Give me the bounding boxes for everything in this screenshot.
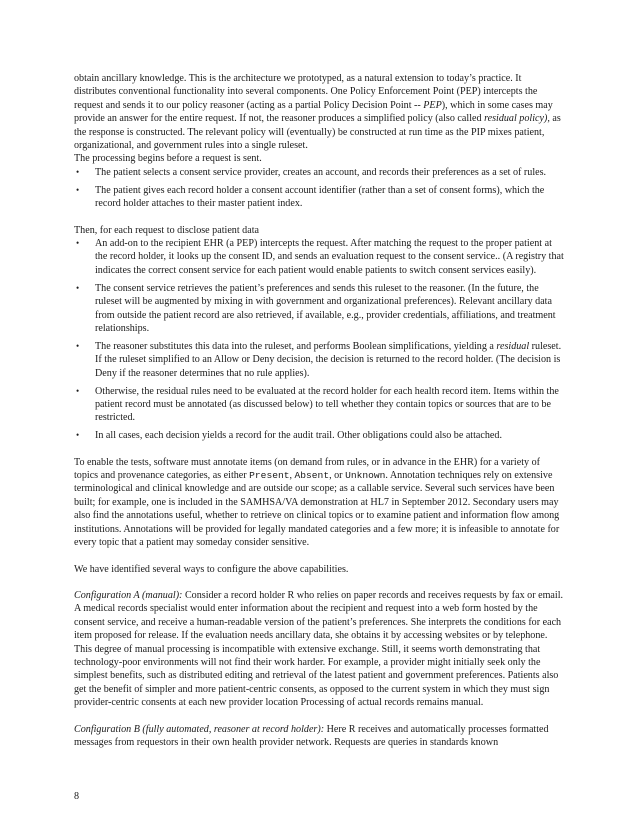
configuration-a-paragraph: Configuration A (manual): Consider a record holder R who relies on paper records and receives requests by fax or email. A medical records specialist would enter information about the recipient and request into a web form hosted by the consent service, and receive a human-readable version of the patient’s preferences. She interprets the conditions for each item proposed for release. If the evaluation needs ancillary data, she obtains it by accessing websites or by telephone. [74,589,564,642]
architecture-paragraph: obtain ancillary knowledge. This is the architecture we prototyped, as a natural extension to today’s practice. It distributes conventional functionality into several components. One Policy Enforcement Point (PEP) intercepts the request and sends it to our policy reasoner (acting as a partial Policy Decision Point -- PEP), which in some cases may provide an answer for the entire request. If not, the reasoner produces a simplified policy (also called residual policy), as the response is constructed. The relevant policy will (eventually) be constructed at run time as the PIP mixes patient, organizational, and government rules into a single ruleset. [74,73,561,152]
present-code: Present [249,470,290,482]
list-item: • An add-on to the recipient EHR (a PEP) intercepts the request. After matching the request to the proper patient at the record holder, it looks up the consent ID, and sends an evaluation request to the consent service.. (A registry that indicates the correct consent service for each patient would enable patients to switch consent services easily). [76,237,564,276]
configuration-intro: We have identified several ways to configure the above capabilities. [74,563,349,575]
manual-processing-paragraph: This degree of manual processing is incompatible with extensive exchange. Still, it seems worth demonstrating that technology-poor environments will not find their work harder. For example, a provider might initially seek only the simplest benefits, such as distributed editing and retrieval of the latest patient and government preferences. Patients also get the benefit of simpler and more patient-centric consents, as opposed to the current system in which they must sign provider-centric consents at each new provider location Processing of actual records remains manual. [74,643,559,709]
list-item: • The patient selects a consent service provider, creates an account, and records their preferences as a set of rules. [76,166,547,178]
list-item: • The reasoner substitutes this data into the ruleset, and performs Boolean simplifications, yielding a residual ruleset. If the ruleset simplified to an Allow or Deny decision, the decision is returned to the record holder. (The decision is Deny if the reasoner determines that no rule applies). [76,340,562,379]
request-steps-list [74,237,564,443]
configuration-b-label: Configuration B (fully automated, reasoner at record holder): [74,723,325,735]
absent-code: Absent [294,470,330,482]
bullet-icon: • [76,340,80,351]
list-item: • The patient gives each record holder a consent account identifier (rather than a set of consent forms), which the record holder attaches to their master patient index. [76,184,545,210]
bullet-icon: • [76,237,80,248]
document-page [74,72,564,749]
residual-term: residual [496,340,530,352]
residual-policy-term: residual policy), [484,113,550,125]
processing-intro: The processing begins before a request is sent. [74,153,262,165]
list-item: • Otherwise, the residual rules need to be evaluated at the record holder for each health record item. Items within the patient record must be annotated (as discussed below) to tell whether they contain topics or sources that are to be restricted. [76,385,559,424]
configuration-a-label: Configuration A (manual): [74,589,183,601]
bullet-icon: • [76,166,80,177]
annotation-paragraph: To enable the tests, software must annotate items (on demand from rules, or in advance in the EHR) for a variety of topics and provenance categories, as either Present, Absent, or Unknown. Annotation techniques rely on extensive terminological and clinical knowledge and are outside our scope; as a callable service. Several such services have been built; for example, one is included in the SAMHSA/VA demonstration at HL7 in September 2012. Secondary users may also find the annotations useful, whether to retrieve on clinical topics or to examine patient and information flow among institutions. Annotations will be provided for legally mandated categories and a few more; it is infeasible to annotate for every topic that a patient may someday consider sensitive. [74,456,560,549]
bullet-icon: • [76,430,80,441]
configuration-b-paragraph: Configuration B (fully automated, reasoner at record holder): Here R receives and automatically processes formatted messages from requestors in their own health provider network. Requests are queries in standards known [74,723,549,748]
list-item: • The consent service retrieves the patient’s preferences and sends this ruleset to the reasoner. (In the future, the ruleset will be augmented by mixing in with government and organizational preferences). Relevant ancillary data from outside the patient record are also retrieved, if available, e.g., provider credentials, affiliations, and treatment relationships. [76,282,556,334]
unknown-code: Unknown [345,470,386,482]
pep-term: PEP [423,99,442,111]
bullet-icon: • [76,385,80,396]
bullet-icon: • [76,184,80,195]
list-item: • In all cases, each decision yields a record for the audit trail. Other obligations could also be attached. [76,430,502,442]
page-number: 8 [74,791,80,802]
before-request-list [74,166,564,211]
bullet-icon: • [76,282,80,293]
then-intro: Then, for each request to disclose patient data [74,224,259,236]
